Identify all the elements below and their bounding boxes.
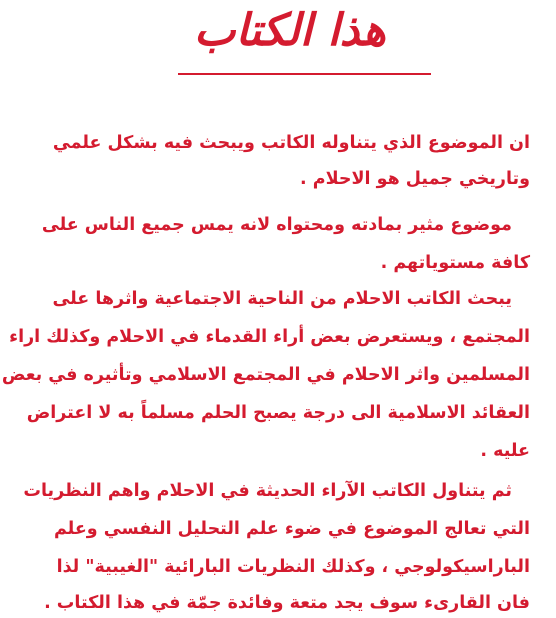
text-line: العقائد الاسلامية الى درجة يصبح الحلم مسلماً به لا اعتراض [26,403,530,423]
page-title: هذا الكتاب [194,5,386,56]
text-line: ان الموضوع الذي يتناوله الكاتب ويبحث فيه بشكل علمي [52,133,530,153]
text-line: المسلمين واثر الاحلام في المجتمع الاسلامي وتأثيره في بعض [1,365,530,385]
text-line: موضوع مثير بمادته ومحتواه لانه يمس جميع الناس على [41,215,512,235]
text-line: ثم يتناول الكاتب الآراء الحديثة في الاحلام واهم النظريات [23,481,512,501]
text-line: المجتمع ، ويستعرض بعض أراء القدماء في الاحلام وكذلك اراء [9,327,530,347]
text-line: يبحث الكاتب الاحلام من الناحية الاجتماعية واثرها على [52,289,512,309]
text-line: وتاريخي جميل هو الاحلام . [300,169,530,189]
text-line: الباراسيكولوجي ، وكذلك النظريات البارائية "الغيبية" لذا [56,557,530,577]
title-underline [178,73,431,75]
text-line: فان القارىء سوف يجد متعة وفائدة جمّة في هذا الكتاب . [44,593,530,613]
text-line: التي تعالج الموضوع في ضوء علم التحليل النفسي وعلم [53,519,530,539]
text-line: كافة مستوياتهم . [380,253,530,273]
text-line: عليه . [480,441,530,461]
